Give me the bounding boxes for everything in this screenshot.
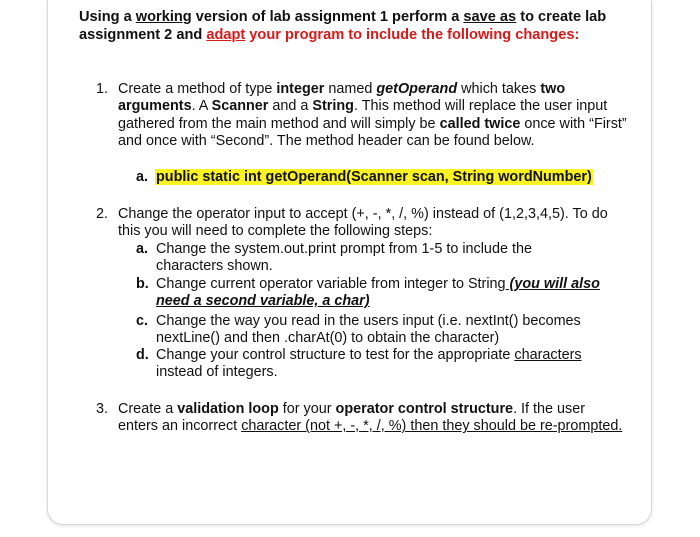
item-1-number: 1. — [96, 81, 109, 97]
item-2b-text: Change current operator variable from integer to String (you will also need a second variable, a char) — [156, 276, 600, 310]
item-2-number: 2. — [96, 206, 109, 222]
item-3-number: 3. — [96, 401, 109, 417]
item-1a-letter: a. — [136, 169, 149, 185]
item-3-text: Create a validation loop for your operator control structure. If the user enters an incorrect character (not +, -, *, /, %) then they should be re-prompted. — [118, 401, 623, 435]
assignment-heading: Using a working version of lab assignment 1 perform a save as to create lab assignment 2 and adapt your program to include the following changes: — [79, 9, 607, 43]
working-underlined: working — [135, 9, 192, 25]
item-2a-text: Change the system.out.print prompt from 1-5 to include the characters shown. — [156, 241, 532, 275]
method-header: public static int getOperand(Scanner scan, String wordNumber) — [156, 169, 592, 185]
item-2b-letter: b. — [136, 276, 149, 292]
adapt-underlined: adapt — [206, 26, 246, 43]
item-2a-letter: a. — [136, 241, 149, 257]
item-2c-text: Change the way you read in the users input (i.e. nextInt() becomes nextLine() and then .charAt(0) to obtain the character) — [156, 313, 581, 347]
item-2c-letter: c. — [136, 313, 149, 329]
item-2-text: Change the operator input to accept (+, -, *, /, %) instead of (1,2,3,4,5). To do this you will need to complete the following steps: — [118, 206, 608, 240]
item-2d-text: Change your control structure to test for the appropriate characters instead of integers. — [156, 347, 582, 381]
item-1-text: Create a method of type integer named getOperand which takes two arguments. A Scanner and a String. This method will replace the user input gathered from the main method and will simply be called twice once with “First” and once with “Second”. The method header can be found below. — [118, 81, 627, 149]
save-as-underlined: save as — [463, 9, 517, 25]
item-2d-letter: d. — [136, 347, 149, 363]
